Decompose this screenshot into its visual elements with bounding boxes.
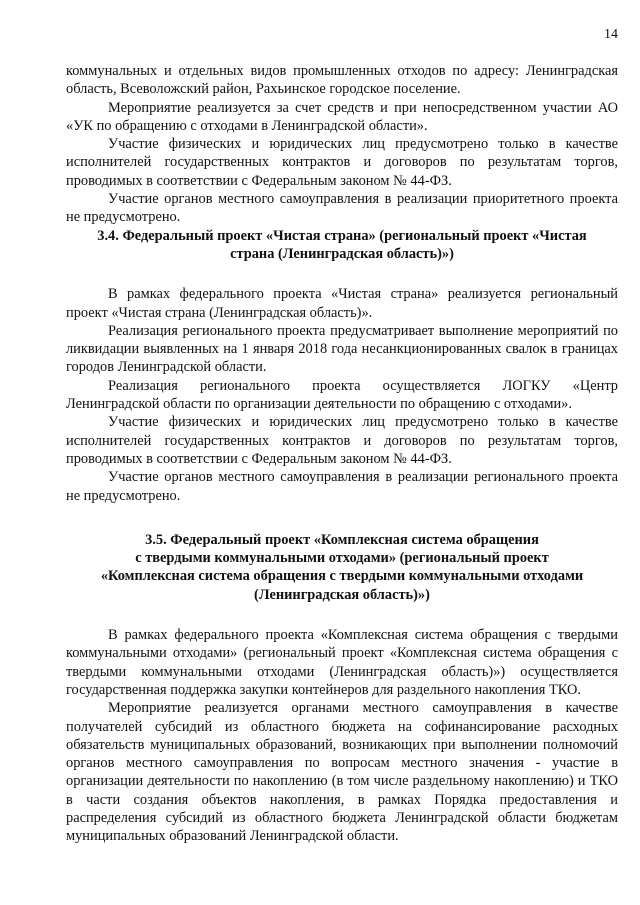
paragraph: Мероприятие реализуется за счет средств и при непосредственном участии АО «УК по обращению с отходами в Ленинградской области». <box>66 99 618 134</box>
heading-line: 3.4. Федеральный проект «Чистая страна» (региональный проект «Чистая <box>97 227 587 244</box>
page-number: 14 <box>604 27 618 42</box>
paragraph: В рамках федерального проекта «Комплексная система обращения с твердыми коммунальными отходами» (региональный проект «Комплексная система обращения с твердыми коммунальными отходами (Ленинградская область)») осуществляется государственная поддержка закупки контейнеров для раздельного накопления ТКО. <box>66 627 618 698</box>
paragraph: Участие физических и юридических лиц предусмотрено только в качестве исполнителей государственных контрактов и договоров по результатам торгов, проводимых в соответствии с Федеральным законом № 44-ФЗ. <box>66 136 618 189</box>
heading-line: страна (Ленинградская область)») <box>230 245 454 262</box>
heading-line: (Ленинградская область)») <box>254 586 430 603</box>
paragraph: В рамках федерального проекта «Чистая страна» реализуется региональный проект «Чистая страна (Ленинградская область)». <box>66 286 618 321</box>
paragraph: Реализация регионального проекта предусматривает выполнение мероприятий по ликвидации выявленных на 1 января 2018 года несанкционированных свалок в границах городов Ленинградской области. <box>66 322 618 376</box>
paragraph-continuation: коммунальных и отдельных видов промышленных отходов по адресу: Ленинградская область, Всеволожский район, Рахьинское городское поселение. <box>66 63 618 98</box>
section-heading-3-5 <box>66 531 618 604</box>
heading-line: 3.5. Федеральный проект «Комплексная система обращения <box>145 531 539 548</box>
paragraph: Участие органов местного самоуправления в реализации регионального проекта не предусмотрено. <box>66 469 618 504</box>
heading-line: «Комплексная система обращения с твердыми коммунальными отходами <box>100 568 584 585</box>
paragraph: Мероприятие реализуется органами местного самоуправления в качестве получателей субсидий из областного бюджета на софинансирование расходных обязательств муниципальных образований, возникающих при выполнении полномочий органов местного самоуправления по вопросам местного значения - участие в организации деятельности по накоплению (в том числе раздельному накоплению) и ТКО в части создания объектов накопления, в рамках Порядка предоставления и распределения субсидий из областного бюджета Ленинградской области бюджетам муниципальных образований Ленинградской области. <box>66 700 618 845</box>
document-body <box>66 26 618 846</box>
section-heading-3-4 <box>66 227 618 264</box>
paragraph: Участие органов местного самоуправления в реализации приоритетного проекта не предусмотрено. <box>66 191 618 226</box>
heading-line: с твердыми коммунальными отходами» (региональный проект <box>135 550 549 567</box>
paragraph: Реализация регионального проекта осуществляется ЛОГКУ «Центр Ленинградской области по организации деятельности по обращению с отходами». <box>66 377 618 413</box>
paragraph: Участие физических и юридических лиц предусмотрено только в качестве исполнителей государственных контрактов и договоров по результатам торгов, проводимых в соответствии с Федеральным законом № 44-ФЗ. <box>66 414 618 467</box>
